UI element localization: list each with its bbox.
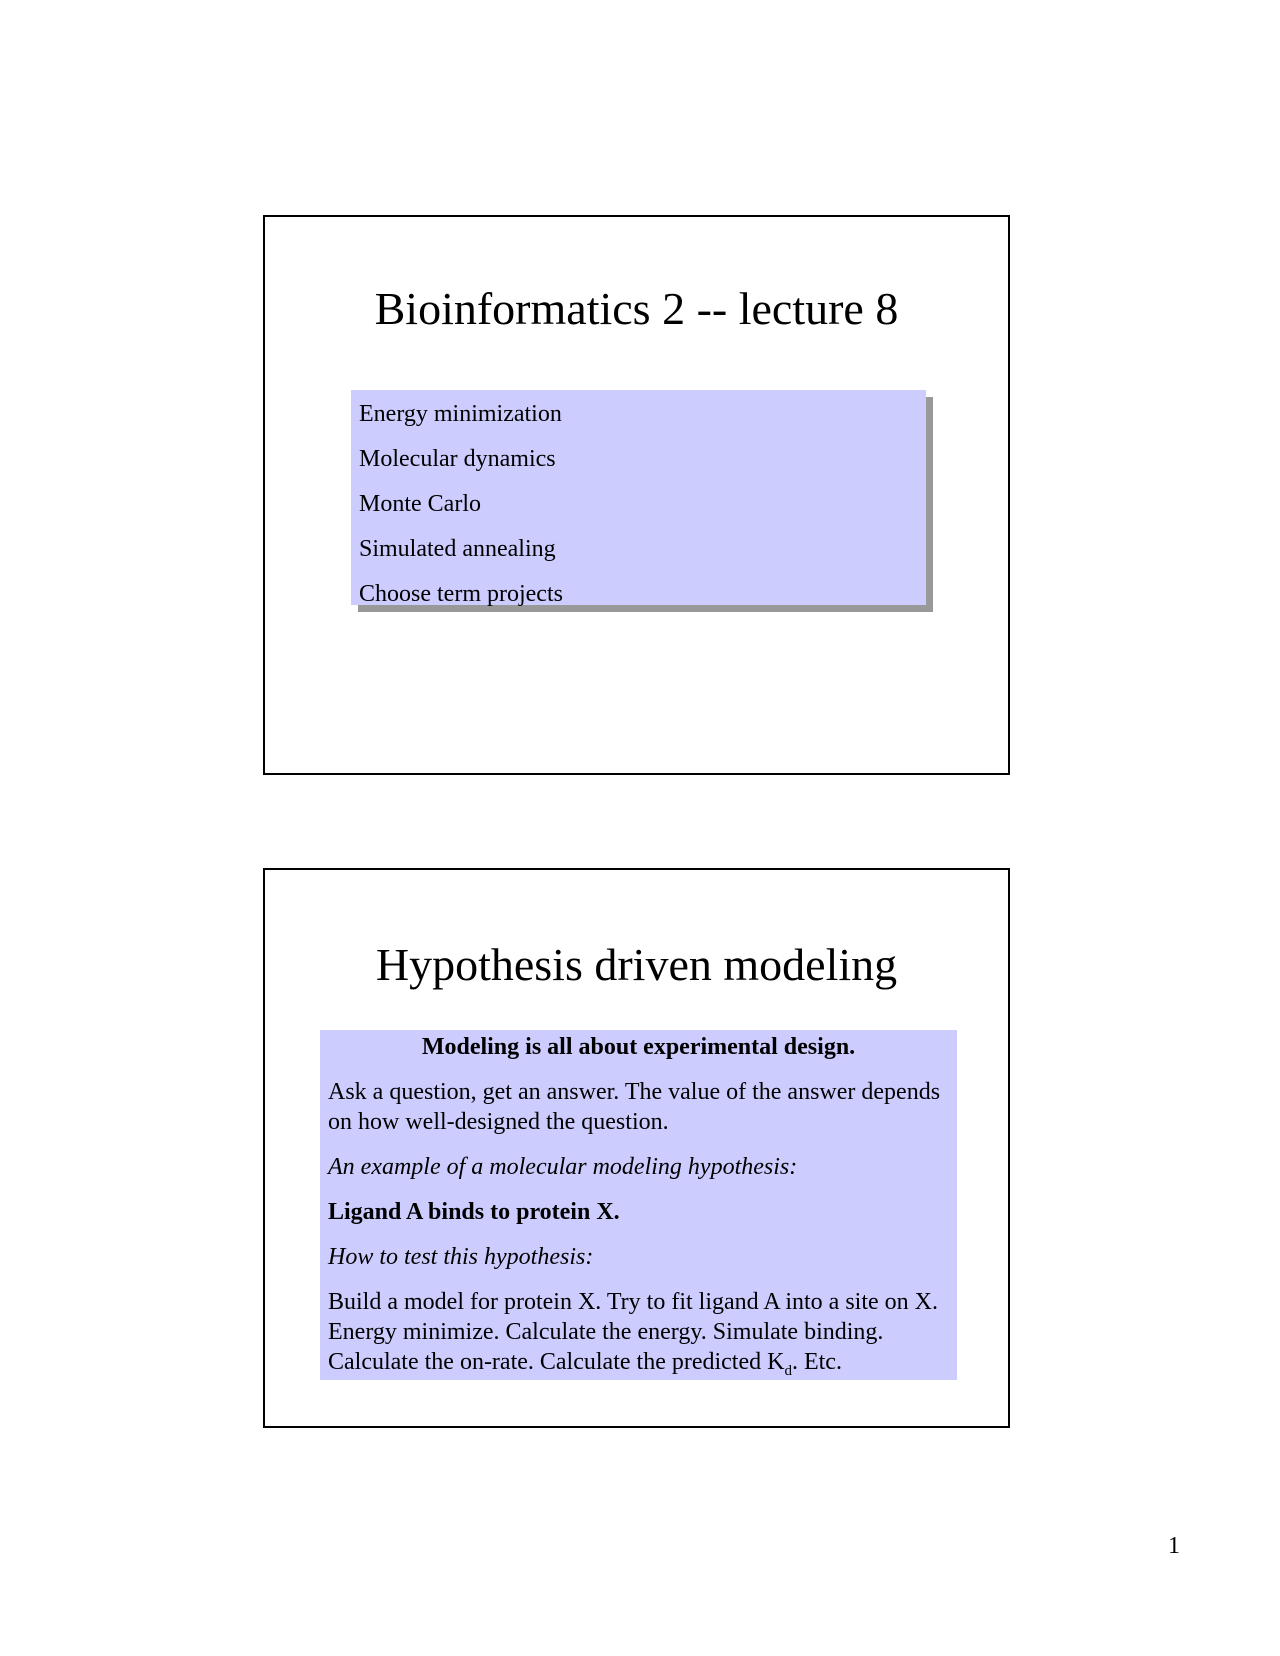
procedure-end: . Etc. — [791, 1349, 842, 1375]
slide-1-title: Bioinformatics 2 -- lecture 8 — [374, 283, 899, 334]
agenda-item: Monte Carlo — [359, 491, 481, 517]
agenda-item: Choose term projects — [359, 581, 563, 607]
test-label: How to test this hypothesis: — [328, 1244, 594, 1270]
agenda-item: Energy minimization — [359, 401, 562, 427]
agenda-box — [351, 390, 926, 605]
slide-1 — [263, 215, 1010, 775]
hypothesis-statement: Ligand A binds to protein X. — [328, 1199, 620, 1225]
procedure-paragraph — [328, 1287, 949, 1377]
procedure-subscript: d — [784, 1362, 792, 1379]
content-box — [320, 1030, 957, 1380]
agenda-item: Simulated annealing — [359, 536, 556, 562]
procedure-text: Build a model for protein X. Try to fit ligand A into a site on X. Energy minimize. Calculate the energy. Simulate binding. Calculate the on-rate. Calculate the predicted K — [328, 1289, 938, 1375]
content-paragraph: Ask a question, get an answer. The value of the answer depends on how well-designed the question. — [328, 1079, 941, 1135]
slide-2-title: Hypothesis driven modeling — [375, 939, 898, 990]
example-label: An example of a molecular modeling hypothesis: — [328, 1154, 798, 1180]
content-heading: Modeling is all about experimental design. — [421, 1034, 856, 1060]
slide-2 — [263, 868, 1010, 1428]
page-number: 1 — [1168, 1533, 1180, 1559]
agenda-item: Molecular dynamics — [359, 446, 556, 472]
